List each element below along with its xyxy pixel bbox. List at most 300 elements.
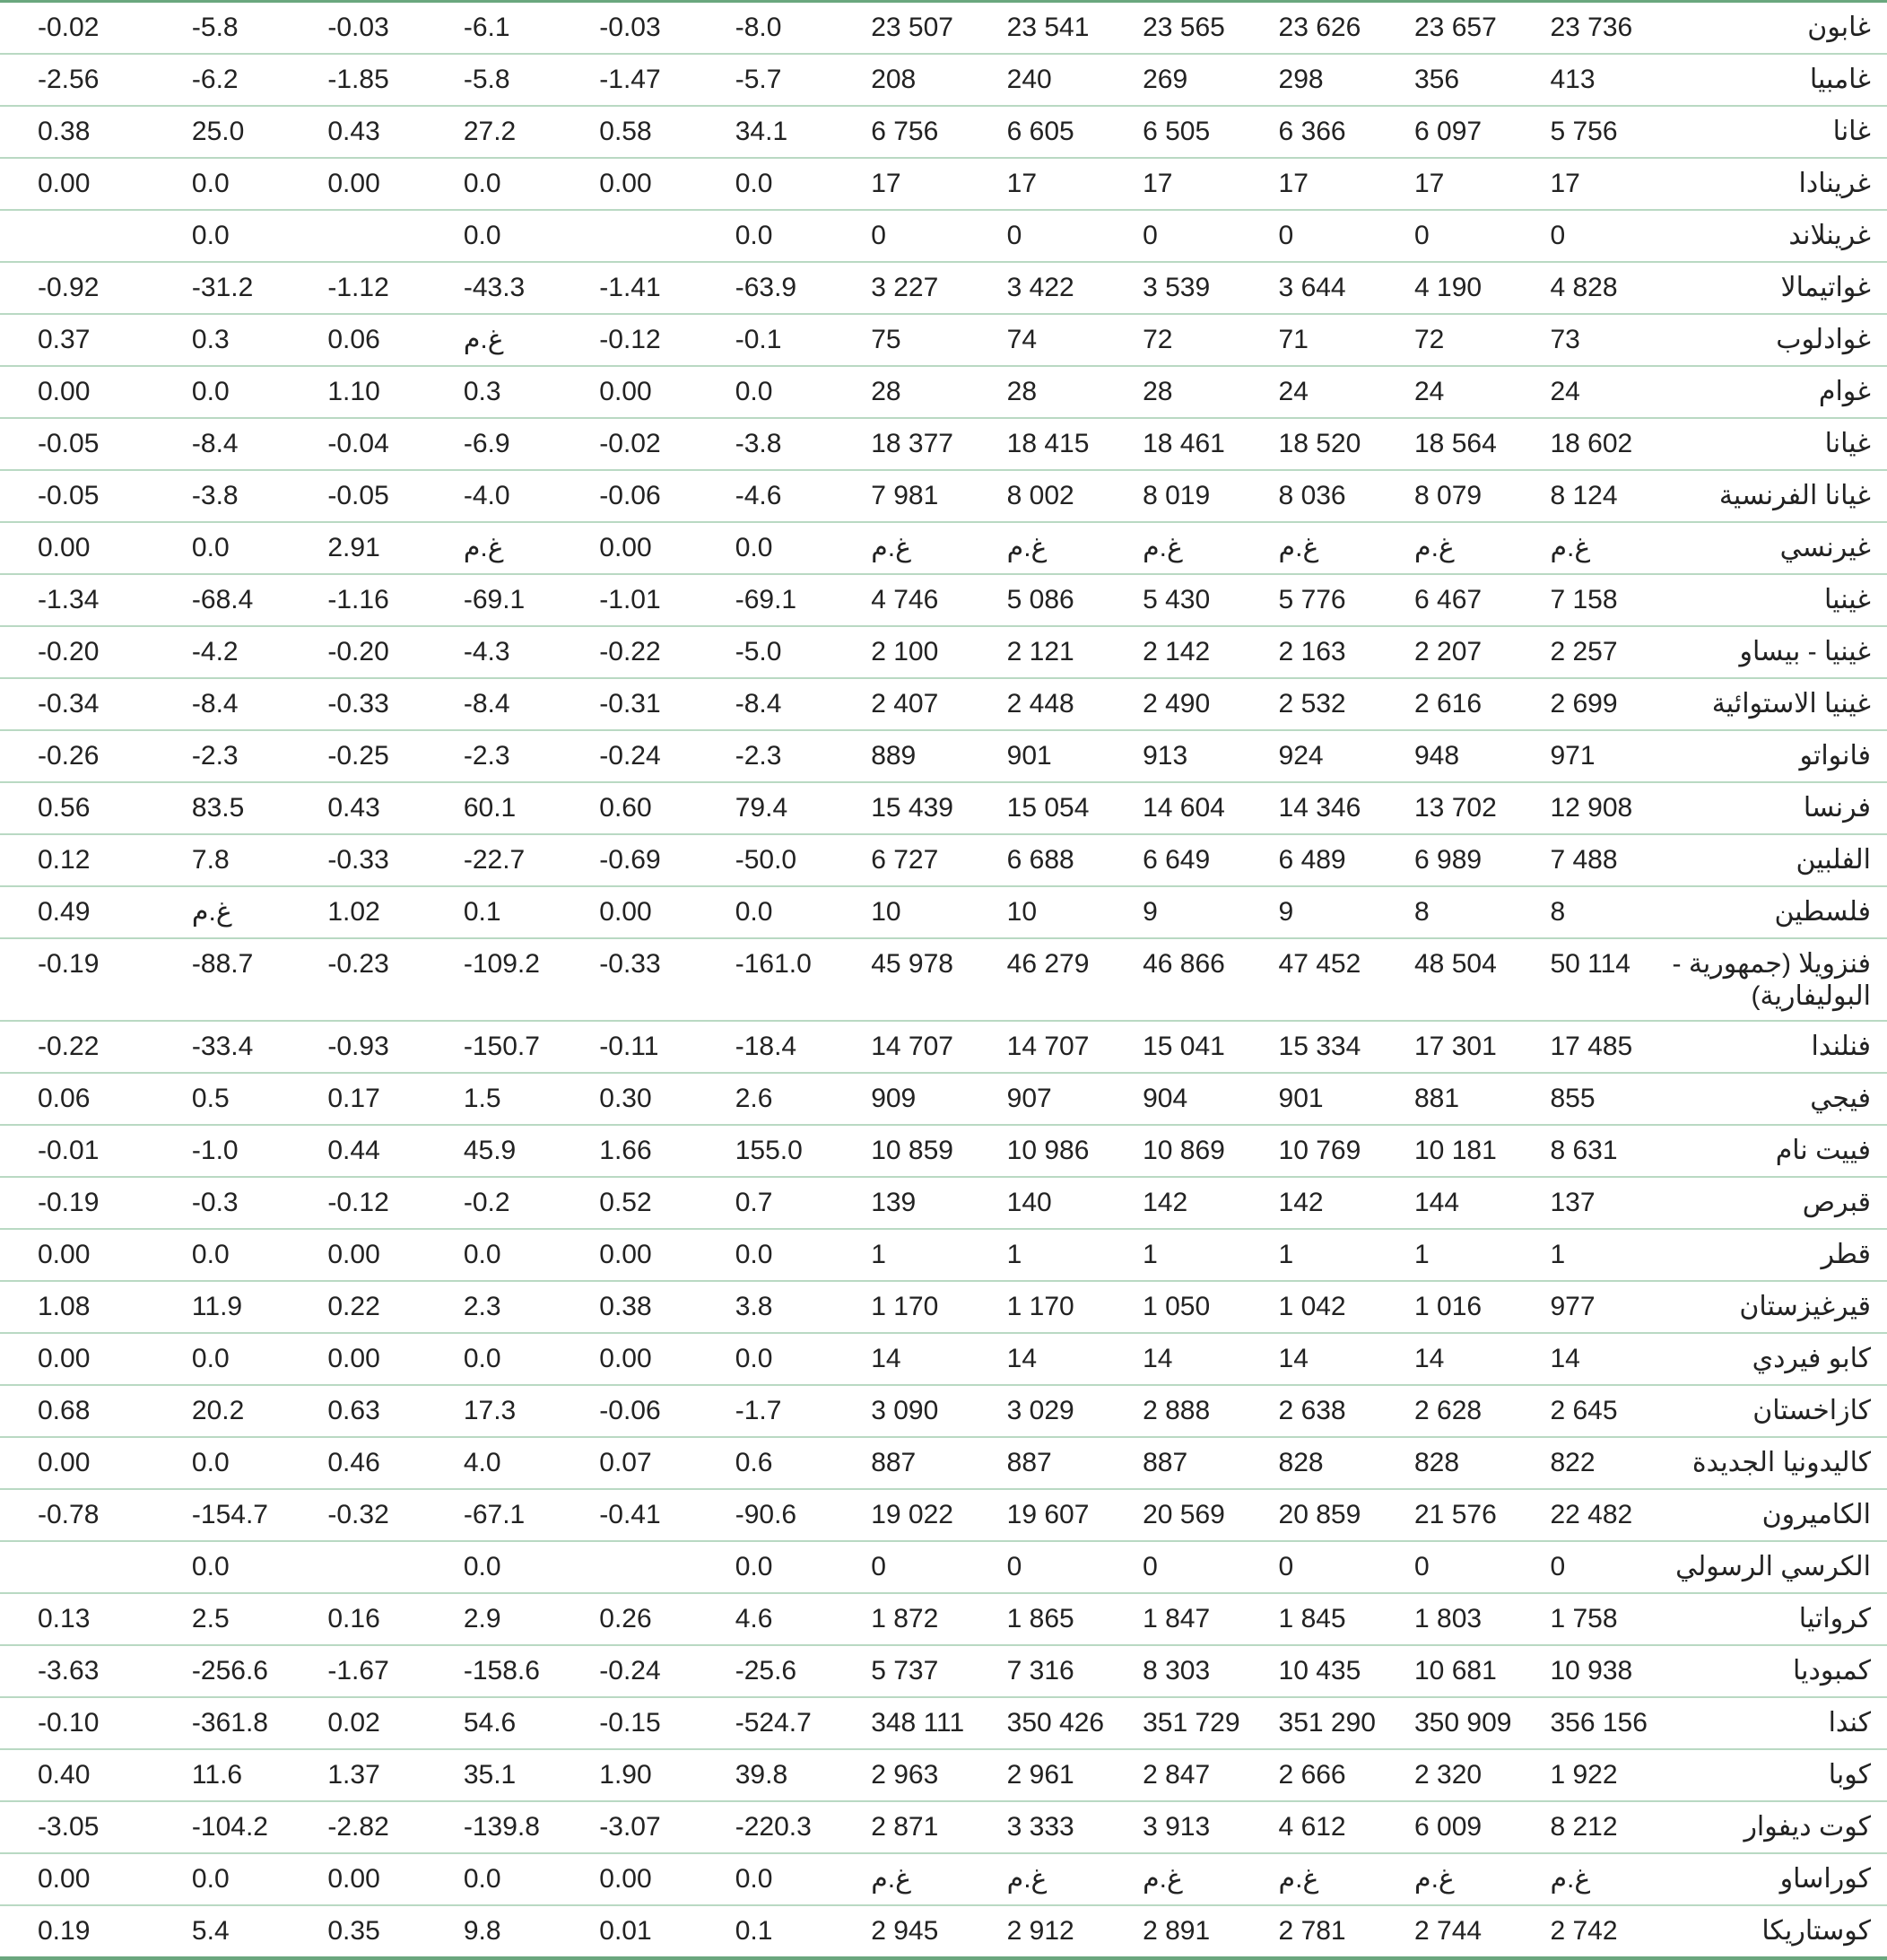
table-cell-country: غوام [1648,366,1887,418]
table-cell-value: 18 602 [1512,418,1648,470]
table-cell-value: 0.63 [290,1385,425,1437]
table-cell-value: 19 607 [970,1489,1105,1541]
table-cell-value: -0.33 [290,834,425,886]
table-cell-value: 1 [970,1229,1105,1281]
table-cell-value: 0.0 [426,210,561,262]
table-cell-value: 0.00 [561,1853,697,1905]
table-cell-value: -43.3 [426,262,561,314]
table-cell-value: 0 [1512,1541,1648,1593]
table-cell-value: غ.م [1377,522,1512,574]
table-cell-value [561,210,697,262]
table-cell-value: 2 257 [1512,626,1648,678]
table-cell-value: 0.00 [290,158,425,210]
table-cell-value: 0.0 [154,522,290,574]
table-cell-value [290,1541,425,1593]
table-cell-value: -0.03 [561,2,697,55]
table-cell-value: 24 [1512,366,1648,418]
table-cell-value: 1 872 [833,1593,969,1645]
table-cell-value: 12 908 [1512,782,1648,834]
table-cell-value: 144 [1377,1177,1512,1229]
table-cell-value: 7 488 [1512,834,1648,886]
table-row [0,1229,1887,1281]
table-cell-value: 1 050 [1105,1281,1240,1333]
table-cell-value: 2 742 [1550,1916,1618,1946]
table-cell-value: -0.24 [561,730,697,782]
table-cell-value: 0.0 [154,366,290,418]
table-cell-value: 60.1 [426,782,561,834]
table-cell-value: 34.1 [698,106,833,158]
table-cell-value: 0.6 [698,1437,833,1489]
table-cell-value: 11.6 [154,1749,290,1801]
table-cell-value: 901 [970,730,1105,782]
table-cell-value: غ.م [426,522,561,574]
table-cell-country: كوت ديفوار [1648,1801,1887,1853]
table-cell-value: غ.م [833,522,969,574]
table-cell-value: 8 [1377,886,1512,938]
table-cell-value: غ.م [154,886,290,938]
table-cell-value: -0.31 [561,678,697,730]
table-cell-value: -0.20 [0,626,154,678]
table-cell-value: غ.م [1105,522,1240,574]
table-cell-value: 4 190 [1377,262,1512,314]
table-cell-value: 8 631 [1512,1125,1648,1177]
table-cell-value: 1 803 [1377,1593,1512,1645]
table-cell-value: 15 334 [1241,1021,1377,1073]
table-cell-value: 0 [1512,210,1648,262]
table-row [0,1749,1887,1801]
table-cell-value: 0.43 [290,106,425,158]
table-cell-value: 901 [1241,1073,1377,1125]
table-cell-value: 1 170 [970,1281,1105,1333]
table-cell-value: -0.05 [0,470,154,522]
table-cell-value: 28 [833,366,969,418]
table-cell-value: 3 227 [833,262,969,314]
table-cell-value: -0.78 [0,1489,154,1541]
table-cell-value: -161.0 [698,938,833,1021]
table-cell-value: 6 727 [833,834,969,886]
table-cell-value: 14 [970,1333,1105,1385]
table-cell-value: 2 945 [871,1916,939,1946]
table-cell-value: 14 [833,1333,969,1385]
table-cell-value: 887 [1105,1437,1240,1489]
table-cell-value: 5 430 [1105,574,1240,626]
table-cell-value: 0.68 [0,1385,154,1437]
table-cell-value: 6 366 [1241,106,1377,158]
table-cell-value: 83.5 [154,782,290,834]
table-cell-country: غينيا - بيساو [1648,626,1887,678]
table-cell-value: -8.4 [426,678,561,730]
table-row [0,418,1887,470]
table-cell-value: 0.00 [561,522,697,574]
table-cell-value: 2 100 [833,626,969,678]
table-cell-value: 350 426 [970,1697,1105,1749]
table-cell-value: 7 316 [970,1645,1105,1697]
table-cell-value: -1.12 [290,262,425,314]
table-cell-value: 2 207 [1377,626,1512,678]
table-cell-value: 54.6 [426,1697,561,1749]
table-cell-value: 3 644 [1241,262,1377,314]
table-cell-value: -3.05 [0,1801,154,1853]
table-cell-country: غيانا [1648,418,1887,470]
table-row [0,1333,1887,1385]
table-cell-value: 46 279 [970,938,1105,1021]
table-cell-value: 14 707 [970,1021,1105,1073]
table-cell-value: 79.4 [698,782,833,834]
table-cell-value: 0.19 [38,1916,91,1946]
table-row [0,314,1887,366]
table-row [0,730,1887,782]
table-cell-value: 10 181 [1377,1125,1512,1177]
table-cell-value: -1.41 [561,262,697,314]
table-cell-value: 0.0 [698,1541,833,1593]
table-cell-value: 2 963 [833,1749,969,1801]
table-row [0,834,1887,886]
table-cell-value: 2 532 [1241,678,1377,730]
table-cell-value: 0.00 [561,886,697,938]
table-cell-value: 1 [1512,1229,1648,1281]
table-cell-value: 3 029 [970,1385,1105,1437]
table-row [0,678,1887,730]
table-cell-value: -524.7 [698,1697,833,1749]
table-cell-value: 1.10 [290,366,425,418]
table-cell-country: غينيا [1648,574,1887,626]
table-cell-value: 0.06 [0,1073,154,1125]
table-cell-country: الكرسي الرسولي [1648,1541,1887,1593]
table-cell-value: -0.93 [290,1021,425,1073]
table-cell-value: -67.1 [426,1489,561,1541]
table-cell-value: 20 569 [1105,1489,1240,1541]
table-cell-value: 3 539 [1105,262,1240,314]
table-cell-value: 0.07 [561,1437,697,1489]
table-cell-country: غينيا الاستوائية [1648,678,1887,730]
table-cell-value: 2 490 [1105,678,1240,730]
table-cell-value: 8 303 [1105,1645,1240,1697]
table-cell-value: 0.58 [561,106,697,158]
table-cell-value: -8.0 [698,2,833,55]
table-cell-value: 2 448 [970,678,1105,730]
table-cell-value: 1 016 [1377,1281,1512,1333]
table-cell-value: 1 042 [1241,1281,1377,1333]
table-cell-value: 0.35 [327,1916,380,1946]
table-cell-value: 971 [1512,730,1648,782]
table-cell-value: -0.33 [561,938,697,1021]
table-cell-value: 2 871 [833,1801,969,1853]
table-cell-value: 348 111 [833,1697,969,1749]
table-cell-value: 6 649 [1105,834,1240,886]
table-cell-value: 39.8 [698,1749,833,1801]
table-cell-value: 15 054 [970,782,1105,834]
table-cell-value: -158.6 [426,1645,561,1697]
table-cell-value: 0.0 [154,210,290,262]
table-cell-value: -0.24 [561,1645,697,1697]
table-row [0,106,1887,158]
table-cell-value: 1 865 [970,1593,1105,1645]
table-cell-value: 27.2 [426,106,561,158]
table-cell-value: 0.0 [698,886,833,938]
table-cell-country: كاليدونيا الجديدة [1648,1437,1887,1489]
table-cell-value: 10 859 [833,1125,969,1177]
table-cell-value: 0 [1377,1541,1512,1593]
table-cell-value: 1 [1241,1229,1377,1281]
table-cell-value: -0.04 [290,418,425,470]
table-cell-value: 1.37 [290,1749,425,1801]
table-cell-value: 904 [1105,1073,1240,1125]
table-cell-value: 10 938 [1512,1645,1648,1697]
table-row [0,522,1887,574]
table-cell-value: 0.0 [426,158,561,210]
table-cell-value: 0.00 [0,1437,154,1489]
table-cell-value: غ.م [970,522,1105,574]
table-cell-value: 2 891 [1143,1916,1211,1946]
table-cell-value: 1 [1105,1229,1240,1281]
table-row [0,54,1887,106]
table-cell-value: 0.46 [290,1437,425,1489]
table-cell-value: 0.22 [290,1281,425,1333]
table-cell-value: غ.م [1377,1853,1512,1905]
table-cell-value: 924 [1241,730,1377,782]
table-cell-value: 17 485 [1512,1021,1648,1073]
table-cell-value: 14 707 [833,1021,969,1073]
table-cell-value: 10 986 [970,1125,1105,1177]
table-cell-value: 350 909 [1377,1697,1512,1749]
table-cell-value: 7.8 [154,834,290,886]
table-cell-value: -1.0 [154,1125,290,1177]
table-cell-value: 18 415 [970,418,1105,470]
table-row [0,1281,1887,1333]
table-cell-value: 1 758 [1512,1593,1648,1645]
table-cell-value: -0.19 [0,1177,154,1229]
table-cell-value: 140 [970,1177,1105,1229]
table-cell-value: 8 124 [1512,470,1648,522]
table-row [0,626,1887,678]
table-cell-value: 1.5 [426,1073,561,1125]
table-cell-value: -0.26 [0,730,154,782]
table-cell-value: -256.6 [154,1645,290,1697]
table-cell-value: -0.01 [0,1125,154,1177]
table-cell-value: 28 [1105,366,1240,418]
table-cell-value: -0.02 [561,418,697,470]
table-cell-value: 14 [1241,1333,1377,1385]
table-cell-value: 1.08 [0,1281,154,1333]
table-cell-value: -33.4 [154,1021,290,1073]
table-row [0,1073,1887,1125]
table-cell-value: 0 [833,210,969,262]
table-cell-value: 17.3 [426,1385,561,1437]
table-cell-country: قطر [1648,1229,1887,1281]
table-cell-value: 10 869 [1105,1125,1240,1177]
table-cell-value: -2.3 [698,730,833,782]
table-cell-value: -8.4 [154,418,290,470]
table-cell-value: 17 [1241,158,1377,210]
table-cell-value: -220.3 [698,1801,833,1853]
table-cell-value: 0.44 [290,1125,425,1177]
table-cell-value: 8 079 [1377,470,1512,522]
table-cell-value: 6 467 [1377,574,1512,626]
table-row [0,470,1887,522]
table-cell-value: 6 989 [1377,834,1512,886]
table-cell-value: 0 [1105,1541,1240,1593]
table-cell-value: 356 156 [1512,1697,1648,1749]
table-cell-value: 0 [1377,210,1512,262]
table-cell-value: 72 [1105,314,1240,366]
table-cell-value: 155.0 [698,1125,833,1177]
table-cell-value: -3.8 [154,470,290,522]
table-cell-value: 0.02 [290,1697,425,1749]
table-cell-country: كابو فيردي [1648,1333,1887,1385]
table-cell-value: 14 [1105,1333,1240,1385]
table-cell-value: -31.2 [154,262,290,314]
table-cell-value: 0.1 [735,1916,773,1946]
table-cell-value: 0.5 [154,1073,290,1125]
table-cell-value: 5.4 [191,1916,230,1946]
table-cell-value: 75 [833,314,969,366]
table-cell-value: 1.02 [290,886,425,938]
table-cell-value: 0.00 [561,158,697,210]
table-cell-value: 22 482 [1512,1489,1648,1541]
table-cell-value: 17 [1377,158,1512,210]
table-cell-value: 23 626 [1241,2,1377,55]
table-cell-value: 8 [1512,886,1648,938]
table-cell-value: 881 [1377,1073,1512,1125]
table-cell-value: 0 [970,210,1105,262]
table-cell-value: 10 435 [1241,1645,1377,1697]
table-cell-value: -0.20 [290,626,425,678]
table-cell-value: -69.1 [698,574,833,626]
table-cell-value: 0 [970,1541,1105,1593]
table-cell-value: 0.26 [561,1593,697,1645]
table-cell-value: 10 [833,886,969,938]
table-cell-value: -104.2 [154,1801,290,1853]
table-cell-value: 14 346 [1241,782,1377,834]
table-cell-country: قيرغيزستان [1648,1281,1887,1333]
table-row [0,1541,1887,1593]
table-cell-value: -0.25 [290,730,425,782]
table-cell-value: 2 847 [1105,1749,1240,1801]
table-cell-value: 1.90 [561,1749,697,1801]
table-cell-value: 351 290 [1241,1697,1377,1749]
table-cell-value: -90.6 [698,1489,833,1541]
table-cell-value: -1.7 [698,1385,833,1437]
table-cell-value: -0.11 [561,1021,697,1073]
table-row [0,1437,1887,1489]
table-cell-value: 4.6 [698,1593,833,1645]
table-cell-value: 0.3 [154,314,290,366]
table-cell-value: 0.16 [290,1593,425,1645]
table-cell-country: فانواتو [1648,730,1887,782]
table-cell-value: 887 [833,1437,969,1489]
table-cell-value: -6.2 [154,54,290,106]
table-cell-country: فيجي [1648,1073,1887,1125]
table-cell-country: غيانا الفرنسية [1648,470,1887,522]
table-cell-value: -68.4 [154,574,290,626]
table-cell-value: 0.0 [698,1853,833,1905]
table-cell-value: -1.47 [561,54,697,106]
table-cell-value: 142 [1241,1177,1377,1229]
table-cell-country: كندا [1648,1697,1887,1749]
table-row [0,1853,1887,1905]
table-row [0,1489,1887,1541]
table-cell-value: 0.00 [0,1853,154,1905]
table-cell-value: 0.0 [154,158,290,210]
table-cell-value: غ.م [833,1853,969,1905]
table-cell-value: 72 [1377,314,1512,366]
table-cell-value: 19 022 [833,1489,969,1541]
table-cell-value: -0.12 [290,1177,425,1229]
table-cell-value: 0.38 [561,1281,697,1333]
table-cell-value: -1.16 [290,574,425,626]
table-cell-value: 0.0 [426,1853,561,1905]
table-cell-value: -4.6 [698,470,833,522]
table-cell-value: 2 121 [970,626,1105,678]
table-cell-value: 3 090 [833,1385,969,1437]
table-cell-value: -6.1 [426,2,561,55]
table-cell-value: 0 [1241,1541,1377,1593]
table-cell-value: 5 086 [970,574,1105,626]
table-cell-value: 0.40 [0,1749,154,1801]
table-cell-value: -0.2 [426,1177,561,1229]
table-cell-value: -5.8 [426,54,561,106]
table-cell-value: -0.22 [0,1021,154,1073]
table-cell-value: 15 041 [1105,1021,1240,1073]
table-cell-value: 0.0 [154,1229,290,1281]
table-cell-value: -0.19 [0,938,154,1021]
table-cell-value: 48 504 [1377,938,1512,1021]
table-cell-country: قبرص [1648,1177,1887,1229]
table-cell-value: -0.23 [290,938,425,1021]
table-cell-value: 2.5 [154,1593,290,1645]
table-row [0,886,1887,938]
table-cell-value: 1 170 [833,1281,969,1333]
table-cell-value: 24 [1241,366,1377,418]
table-cell-value: 5 737 [833,1645,969,1697]
table-cell-country: فييت نام [1648,1125,1887,1177]
table-cell-value: 356 [1377,54,1512,106]
table-row [0,1697,1887,1749]
table-cell-value: 3 422 [970,262,1105,314]
table-cell-value: 2 912 [1006,1916,1074,1946]
table-cell-value: 6 688 [970,834,1105,886]
table-cell-value: -2.3 [426,730,561,782]
table-cell-value: -4.2 [154,626,290,678]
table-cell-value: 1 845 [1241,1593,1377,1645]
table-cell-value: 948 [1377,730,1512,782]
table-cell-value: 6 505 [1105,106,1240,158]
table-cell-value: 0.56 [0,782,154,834]
table-cell-value: -0.69 [561,834,697,886]
table-cell-value: 142 [1105,1177,1240,1229]
table-cell-value: 10 [970,886,1105,938]
table-cell-value: 23 736 [1512,2,1648,55]
table-cell-country: غامبيا [1648,54,1887,106]
table-cell-value: -4.0 [426,470,561,522]
table-cell-value: 2 699 [1512,678,1648,730]
table-cell-value: 14 [1512,1333,1648,1385]
table-cell-value: 828 [1377,1437,1512,1489]
table-cell-value: -0.02 [0,2,154,55]
table-cell-value: -5.7 [698,54,833,106]
table-cell-value: 6 605 [970,106,1105,158]
table-cell-value: 0.00 [290,1333,425,1385]
table-cell-value: 0.00 [561,1229,697,1281]
table-cell-value: 2 645 [1512,1385,1648,1437]
table-cell-value: 23 565 [1105,2,1240,55]
table-cell-value: 1 [833,1229,969,1281]
table-cell-value: 298 [1241,54,1377,106]
table-cell-value: -154.7 [154,1489,290,1541]
table-cell-value: 9 [1241,886,1377,938]
table-cell-value: 2.3 [426,1281,561,1333]
table-cell-value: 2 616 [1377,678,1512,730]
